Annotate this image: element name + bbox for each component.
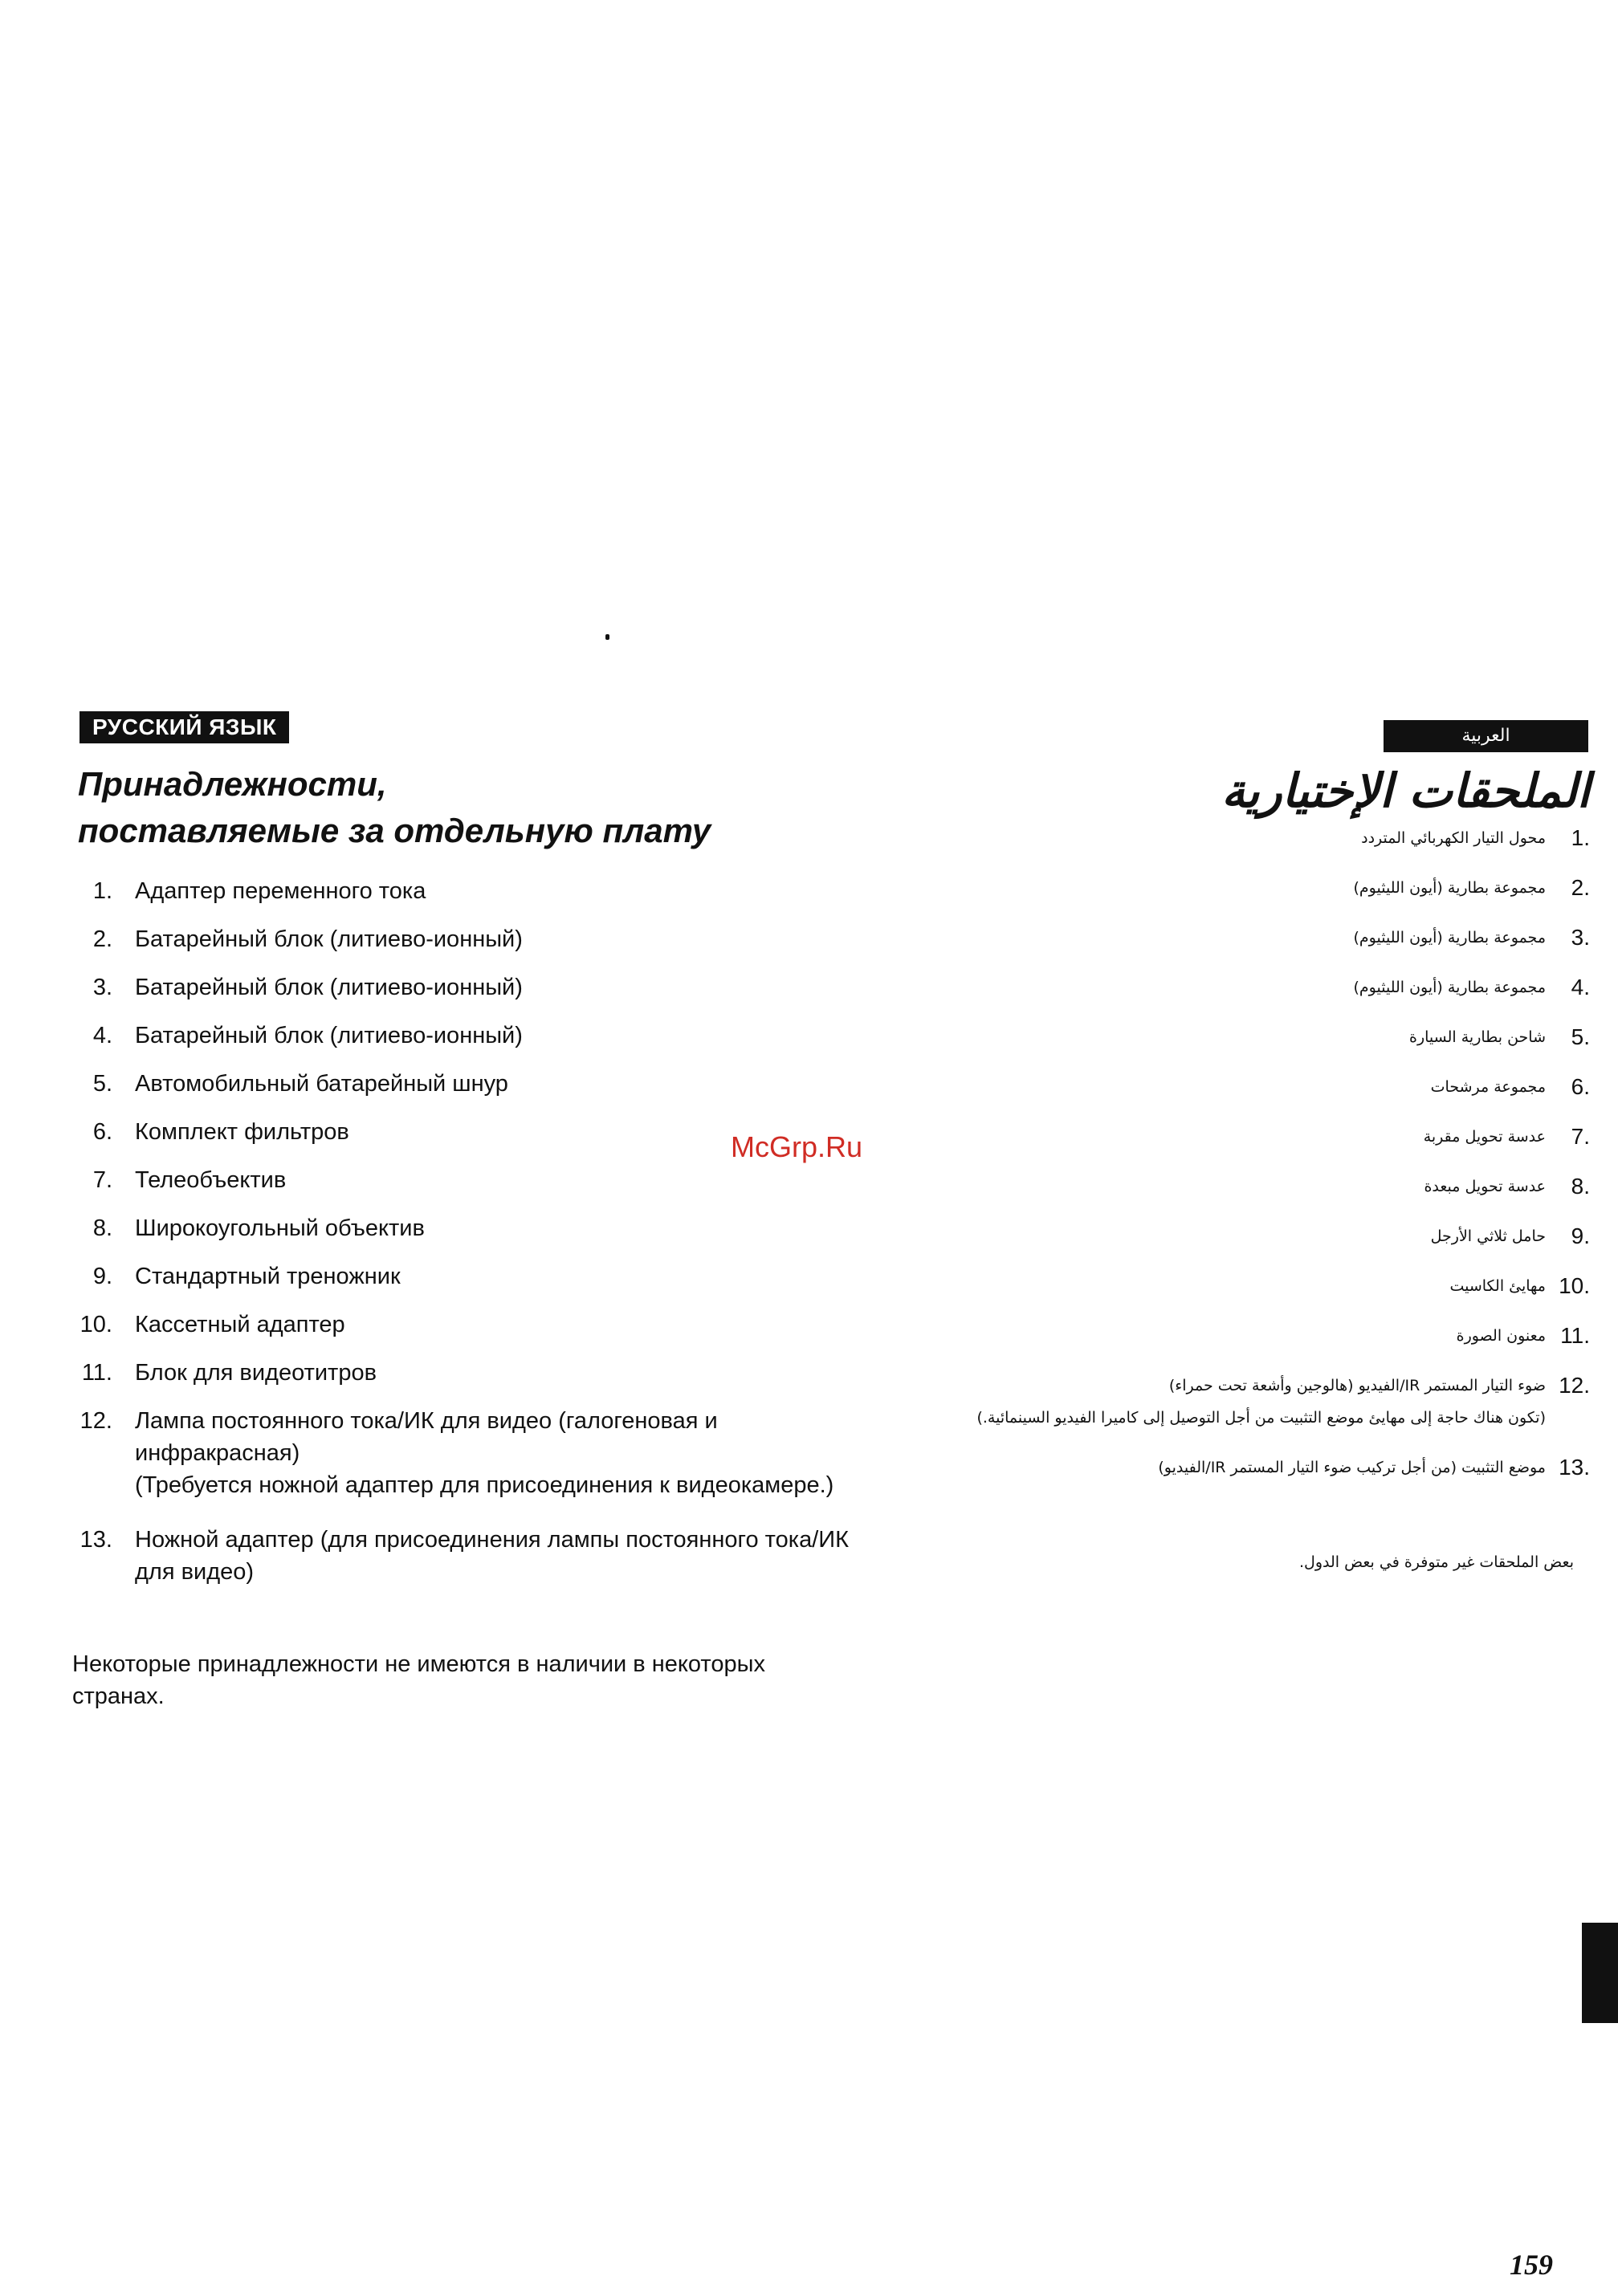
item-body [135,923,875,955]
item-text: مهايئ الكاسيت [1449,1277,1546,1295]
item-body [923,822,1546,854]
item-body [923,1370,1546,1434]
russian-accessory-list [72,875,875,1588]
item-body [135,971,875,1003]
item-number: 12. [1559,1373,1590,1398]
item-number: 3. [1571,925,1590,950]
item-subtext: (تكون هناك حاجة إلى مهايئ موضع التثبيت من أجل التوصيل إلى كاميرا الفيديو السينمائية.) [976,1409,1546,1427]
item-number: 12. [79,1408,112,1434]
list-item [72,1068,875,1100]
item-text: Ножной адаптер (для присоединения лампы постоянного тока/ИК для видео) [135,1527,850,1585]
item-number: 13. [1559,1455,1590,1480]
item-number: 6. [92,1119,112,1145]
list-item [923,1270,1590,1302]
list-item [923,1021,1590,1053]
item-body [923,872,1546,904]
item-text: مجموعة بطارية (أيون الليثيوم) [1353,879,1546,897]
list-item [72,971,875,1003]
item-body [135,1164,875,1196]
item-text: مجموعة بطارية (أيون الليثيوم) [1353,979,1546,996]
russian-availability-note: Некоторые принадлежности не имеются в наличии в некоторых странах. [72,1651,765,1709]
item-number: 2. [1571,875,1590,900]
item-text: Кассетный адаптер [135,1312,345,1337]
item-number: 3. [92,975,112,1000]
item-text: Автомобильный батарейный шнур [135,1071,508,1097]
item-text: Батарейный блок (литиево-ионный) [135,926,523,952]
item-text: شاحن بطارية السيارة [1409,1028,1546,1046]
item-text: Лампа постоянного тока/ИК для видео (галогеновая и инфракрасная) [135,1408,718,1466]
item-number: 7. [92,1167,112,1193]
list-item [72,1309,875,1341]
list-item [72,923,875,955]
item-text: Широкоугольный объектив [135,1215,425,1241]
list-item [923,1220,1590,1252]
watermark-text: McGrp.Ru [731,1130,863,1163]
list-item [72,1524,875,1588]
list-item [923,872,1590,904]
item-body [923,1320,1546,1352]
item-text: Батарейный блок (литиево-ионный) [135,1023,523,1048]
item-number: 1. [1571,825,1590,850]
item-text: معنون الصورة [1456,1327,1546,1345]
item-text: محول التيار الكهربائي المتردد [1361,829,1546,847]
item-number: 11. [1560,1323,1590,1348]
item-body [923,1071,1546,1103]
item-text: Батарейный блок (литиево-ионный) [135,975,523,1000]
list-item [923,1451,1590,1484]
list-item [72,875,875,907]
list-item [923,1071,1590,1103]
item-number: 1. [92,878,112,904]
list-item [923,922,1590,954]
item-subtext: (Требуется ножной адаптер для присоединения к видеокамере.) [135,1472,834,1498]
item-number: 5. [1571,1024,1590,1049]
arabic-availability-note: بعض الملحقات غير متوفرة في بعض الدول. [1299,1553,1574,1571]
list-item [923,822,1590,854]
list-item [923,1320,1590,1352]
item-body [135,875,875,907]
list-item [72,1357,875,1389]
item-number: 13. [79,1527,112,1553]
item-number: 8. [92,1215,112,1241]
arabic-accessory-list [923,822,1590,1484]
item-text: Телеобъектив [135,1167,287,1193]
item-body [923,1451,1546,1484]
item-number: 5. [92,1071,112,1097]
item-number: 8. [1571,1174,1590,1199]
item-text: عدسة تحويل مقربة [1423,1128,1546,1146]
page-edge-tab [1582,1923,1618,2023]
list-item [72,1020,875,1052]
item-number: 2. [92,926,112,952]
item-body [135,1260,875,1293]
list-item [923,971,1590,1003]
item-number: 10. [79,1312,112,1337]
item-text: مجموعة مرشحات [1430,1078,1546,1096]
item-number: 10. [1559,1273,1590,1298]
list-item [72,1405,875,1501]
item-body [135,1524,875,1588]
item-body [135,1309,875,1341]
list-item [72,1164,875,1196]
item-number: 6. [1571,1074,1590,1099]
list-item [72,1212,875,1244]
item-body [135,1357,875,1389]
item-body [923,1121,1546,1153]
list-item [923,1170,1590,1203]
russian-page-title [78,761,881,854]
russian-title-line2: поставляемые за отдельную плату [78,812,711,849]
item-text: ضوء التيار المستمر IR/الفيديو (هالوجين وأشعة تحت حمراء) [1168,1377,1546,1394]
list-item [72,1260,875,1293]
item-text: موضع التثبيت (من أجل تركيب ضوء التيار المستمر IR/الفيديو) [1158,1459,1546,1476]
item-text: Адаптер переменного тока [135,878,426,904]
item-number: 9. [92,1264,112,1289]
item-number: 4. [1571,975,1590,999]
item-body [923,1170,1546,1203]
item-number: 9. [1571,1223,1590,1248]
item-body [135,1212,875,1244]
russian-title-line1: Принадлежности, [78,765,387,803]
item-number: 7. [1571,1124,1590,1149]
item-text: حامل ثلاثي الأرجل [1430,1227,1546,1245]
item-text: عدسة تحويل مبعدة [1424,1178,1546,1195]
item-body [923,1220,1546,1252]
item-text: Комплект фильтров [135,1119,349,1145]
item-text: Стандартный треножник [135,1264,401,1289]
item-body [135,1020,875,1052]
item-body [923,1021,1546,1053]
item-body [135,1405,875,1501]
item-text: Блок для видеотитров [135,1360,377,1386]
arabic-page-title: الملحقات الإختيارية [1221,763,1590,818]
stray-mark [605,634,609,640]
item-number: 11. [81,1360,112,1386]
list-item [923,1121,1590,1153]
arabic-language-label: العربية [1384,720,1588,752]
russian-language-label: РУССКИЙ ЯЗЫК [79,711,289,743]
item-body [923,971,1546,1003]
page-number: 159 [1510,2249,1553,2281]
list-item [923,1370,1590,1434]
item-body [923,1270,1546,1302]
item-body [135,1068,875,1100]
item-text: مجموعة بطارية (أيون الليثيوم) [1353,929,1546,946]
item-number: 4. [92,1023,112,1048]
item-body [923,922,1546,954]
